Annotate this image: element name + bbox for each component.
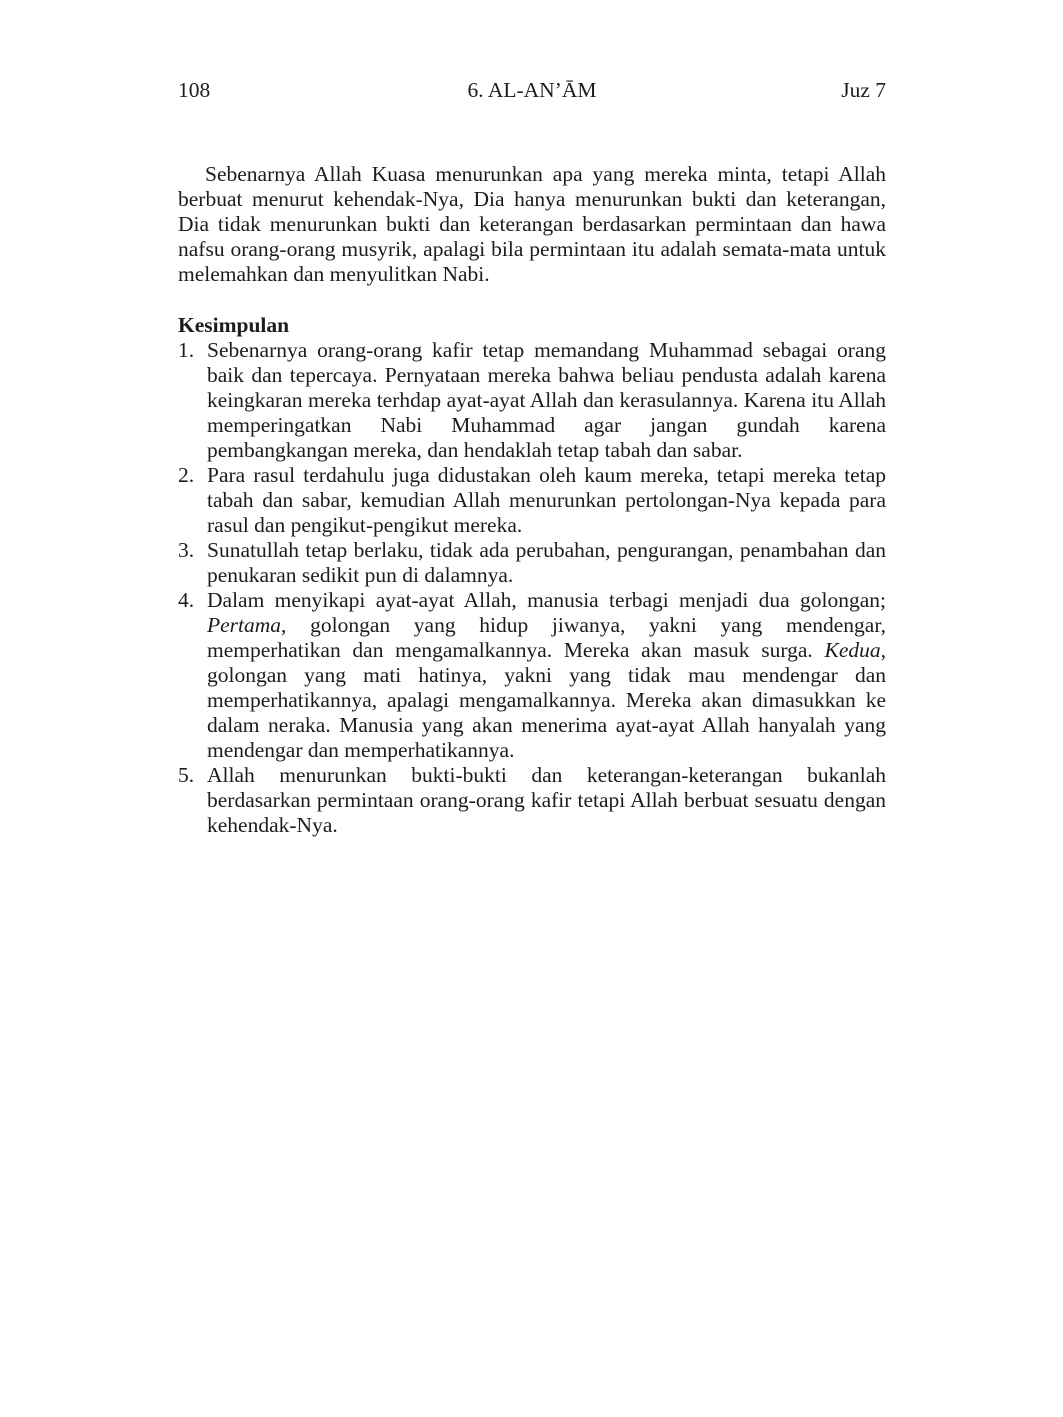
item-text-segment: , golongan yang hidup jiwanya, yakni yang mendengar, memperhatikan dan mengamalkannya. Mereka akan masuk surga. xyxy=(207,613,886,662)
intro-paragraph: Sebenarnya Allah Kuasa menurunkan apa yang mereka minta, tetapi Allah berbuat menurut kehendak-Nya, Dia hanya menurunkan bukti dan keterangan, Dia tidak menurunkan bukti dan keterangan berdasarkan permintaan dan hawa nafsu orang-orang musyrik, apalagi bila permintaan itu adalah semata-mata untuk melemahkan dan menyulitkan Nabi. xyxy=(178,162,886,286)
italic-term-pertama: Pertama xyxy=(207,613,282,637)
section-heading: Kesimpulan xyxy=(178,313,290,337)
item-text: Para rasul terdahulu juga didustakan oleh kaum mereka, tetapi mereka tetap tabah dan sabar, kemudian Allah menurunkan pertolongan-Nya kepada para rasul dan pengikut-pengikut mereka. xyxy=(207,463,886,537)
item-number: 3. xyxy=(178,538,195,562)
item-text-segment: golongan yang mati hatinya, yakni yang tidak mau mendengar dan memperhatikannya, apalagi mengamalkannya. Mereka akan dimasukkan ke dalam neraka. Manusia yang akan menerima ayat-ayat Allah hanyalah yang mendengar dan memperhatikannya. xyxy=(207,663,886,762)
page-header xyxy=(178,78,886,103)
item-number: 2. xyxy=(178,463,195,487)
item-text: Sunatullah tetap berlaku, tidak ada perubahan, pengurangan, penambahan dan penukaran sedikit pun di dalamnya. xyxy=(207,538,886,587)
item-text: Allah menurunkan bukti-bukti dan keterangan-keterangan bukanlah berdasarkan permintaan orang-orang kafir tetapi Allah berbuat sesuatu dengan kehendak-Nya. xyxy=(207,763,886,837)
italic-term-kedua: Kedua, xyxy=(824,638,886,662)
page-content xyxy=(178,78,886,838)
page-number: 108 xyxy=(178,78,211,102)
item-text xyxy=(207,588,886,763)
item-number: 5. xyxy=(178,763,195,787)
surah-title: 6. AL-AN’ĀM xyxy=(467,78,597,102)
conclusion-item-1 xyxy=(178,338,886,463)
juz-label: Juz 7 xyxy=(841,78,886,102)
conclusions-list xyxy=(178,338,886,838)
item-text: Sebenarnya orang-orang kafir tetap memandang Muhammad sebagai orang baik dan tepercaya. Pernyataan mereka bahwa beliau pendusta adalah karena keingkaran mereka terhdap ayat-ayat Allah dan kerasulannya. Karena itu Allah memperingatkan Nabi Muhammad agar jangan gundah karena pembangkangan mereka, dan hendaklah tetap tabah dan sabar. xyxy=(207,338,886,462)
item-text-segment: Dalam menyikapi ayat-ayat Allah, manusia terbagi menjadi dua golongan; xyxy=(207,588,886,612)
item-number: 4. xyxy=(178,588,195,612)
conclusion-item-4 xyxy=(178,588,886,763)
conclusion-item-2 xyxy=(178,463,886,538)
conclusion-item-5 xyxy=(178,763,886,838)
conclusion-item-3 xyxy=(178,538,886,588)
item-number: 1. xyxy=(178,338,195,362)
